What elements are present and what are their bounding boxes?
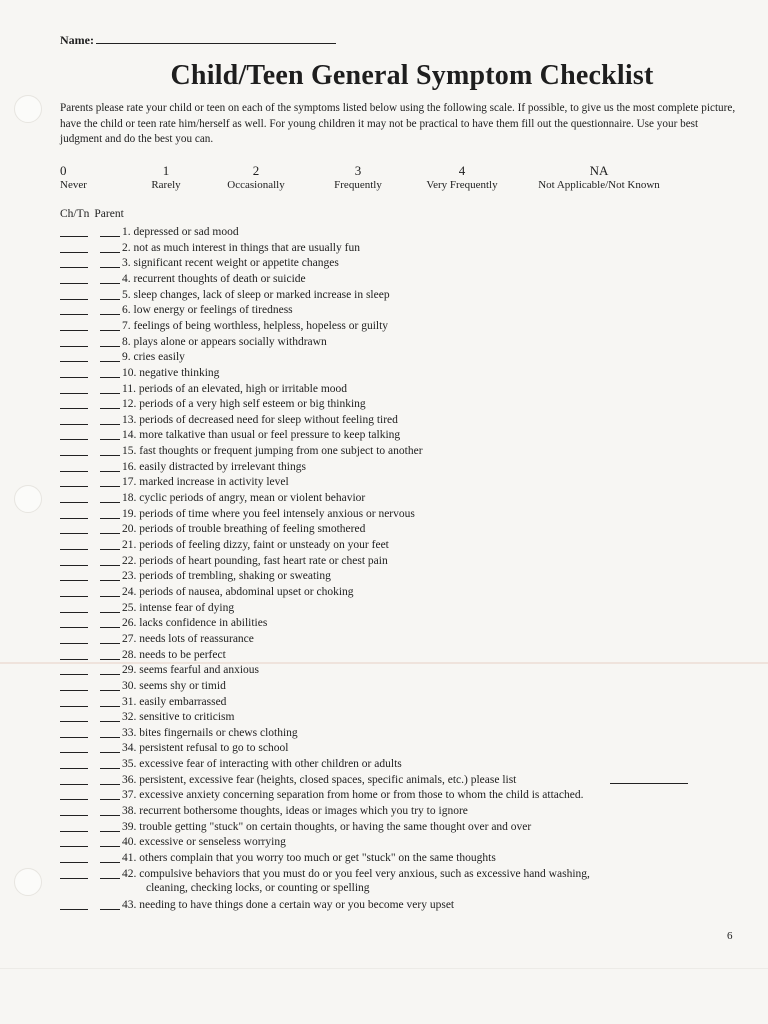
symptom-text: 1. depressed or sad mood (122, 226, 239, 238)
parent-rating-blank[interactable] (100, 643, 120, 644)
parent-rating-blank[interactable] (100, 455, 120, 456)
symptom-text: 3. significant recent weight or appetite changes (122, 257, 339, 270)
child-rating-blank[interactable] (60, 674, 88, 675)
scale-label: Occasionally (227, 179, 285, 191)
symptom-text: 19. periods of time where you feel intensely anxious or nervous (122, 507, 415, 520)
parent-rating-blank[interactable] (100, 831, 120, 832)
child-rating-blank[interactable] (60, 627, 88, 628)
parent-rating-blank[interactable] (100, 815, 120, 816)
symptom-text: 41. others complain that you worry too much or get "stuck" on the same thoughts (122, 852, 496, 864)
symptom-text: 23. periods of trembling, shaking or sweating (122, 570, 331, 583)
scale-label: Rarely (151, 179, 181, 191)
symptom-text: 39. trouble getting "stuck" on certain thoughts, or having the same thought over and over (122, 820, 532, 833)
parent-rating-blank[interactable] (100, 878, 120, 879)
symptom-text: 8. plays alone or appears socially withdrawn (122, 335, 327, 348)
child-rating-blank[interactable] (60, 815, 88, 816)
parent-rating-blank[interactable] (100, 846, 120, 847)
symptom-text: 6. low energy or feelings of tiredness (122, 304, 293, 317)
symptom-text: 5. sleep changes, lack of sleep or marked increase in sleep (122, 288, 390, 301)
parent-rating-blank[interactable] (100, 721, 120, 722)
name-label: Name: (60, 33, 94, 47)
parent-rating-blank[interactable] (100, 518, 120, 519)
symptom-text: 17. marked increase in activity level (122, 476, 289, 489)
fold-line (0, 662, 768, 664)
child-rating-blank[interactable] (60, 643, 88, 644)
child-rating-blank[interactable] (60, 862, 88, 863)
parent-rating-blank[interactable] (100, 267, 120, 268)
symptom-text: 18. cyclic periods of angry, mean or violent behavior (122, 492, 366, 505)
parent-rating-blank[interactable] (100, 596, 120, 597)
scale-number: 1 (162, 163, 170, 178)
child-rating-blank[interactable] (60, 690, 88, 691)
parent-rating-blank[interactable] (100, 784, 120, 785)
please-list-blank[interactable] (610, 773, 688, 784)
column-headers (60, 208, 129, 220)
parent-rating-blank[interactable] (100, 580, 120, 581)
parent-rating-blank[interactable] (100, 565, 120, 566)
scale-item-2 (222, 163, 290, 192)
symptom-text: 37. excessive anxiety concerning separation from home or from those to whom the child is attached. (122, 789, 584, 802)
child-rating-blank[interactable] (60, 737, 88, 738)
symptom-text: 20. periods of trouble breathing of feeling smothered (122, 523, 366, 536)
parent-rating-blank[interactable] (100, 236, 120, 237)
symptom-text: 32. sensitive to criticism (122, 711, 235, 724)
symptom-text: 27. needs lots of reassurance (122, 632, 254, 645)
symptom-text: 4. recurrent thoughts of death or suicide (122, 272, 306, 285)
symptom-text: 35. excessive fear of interacting with other children or adults (122, 758, 402, 771)
name-blank-line[interactable] (96, 33, 336, 44)
parent-rating-blank[interactable] (100, 909, 120, 910)
child-rating-blank[interactable] (60, 846, 88, 847)
child-rating-blank[interactable] (60, 330, 88, 331)
parent-rating-blank[interactable] (100, 486, 120, 487)
scale-number: 3 (354, 163, 362, 178)
scale-number: NA (589, 163, 609, 178)
parent-rating-blank[interactable] (100, 361, 120, 362)
child-rating-blank[interactable] (60, 361, 88, 362)
parent-rating-blank[interactable] (100, 549, 120, 550)
symptom-text: 21. periods of feeling dizzy, faint or unsteady on your feet (122, 539, 389, 551)
scale-label: Not Applicable/Not Known (538, 179, 660, 191)
parent-rating-blank[interactable] (100, 674, 120, 675)
symptom-text: 28. needs to be perfect (122, 648, 226, 661)
symptom-text: 33. bites fingernails or chews clothing (122, 726, 298, 739)
fold-line (0, 968, 768, 969)
punch-hole (14, 485, 42, 513)
symptom-text: 40. excessive or senseless worrying (122, 836, 286, 849)
parent-rating-blank[interactable] (100, 330, 120, 331)
parent-column-header: Parent (94, 208, 124, 220)
parent-rating-blank[interactable] (100, 346, 120, 347)
scale-item-0 (60, 163, 87, 192)
symptom-text: 36. persistent, excessive fear (heights, closed spaces, specific animals, etc.) please list (122, 773, 517, 786)
symptom-text: 22. periods of heart pounding, fast heart rate or chest pain (122, 554, 388, 567)
parent-rating-blank[interactable] (100, 706, 120, 707)
symptom-text: 43. needing to have things done a certain way or you become very upset (122, 898, 455, 911)
scale-label: Very Frequently (426, 179, 498, 191)
parent-rating-blank[interactable] (100, 690, 120, 691)
scale-item-1 (148, 163, 184, 192)
parent-rating-blank[interactable] (100, 502, 120, 503)
parent-rating-blank[interactable] (100, 752, 120, 753)
parent-rating-blank[interactable] (100, 862, 120, 863)
symptom-text: 13. periods of decreased need for sleep without feeling tired (122, 413, 398, 426)
punch-hole (14, 95, 42, 123)
child-rating-blank[interactable] (60, 612, 88, 613)
child-rating-blank[interactable] (60, 408, 88, 409)
scale-number: 4 (458, 163, 466, 178)
punch-hole (14, 868, 42, 896)
parent-rating-blank[interactable] (100, 659, 120, 660)
child-rating-blank[interactable] (60, 252, 88, 253)
symptom-text: 30. seems shy or timid (122, 679, 226, 692)
instructions-paragraph: Parents please rate your child or teen on each of the symptoms listed below using the following scale. If possible, to give us the most complete picture, have the child or teen rate him/herself as well. For young children it may not be practical to have them fill out the questionnaire. Use your best judgment and do the best you can. (60, 102, 736, 145)
child-rating-blank[interactable] (60, 424, 88, 425)
page-title: Child/Teen General Symptom Checklist (170, 60, 654, 91)
child-rating-blank[interactable] (60, 565, 88, 566)
child-rating-blank[interactable] (60, 377, 88, 378)
child-rating-blank[interactable] (60, 455, 88, 456)
child-rating-blank[interactable] (60, 502, 88, 503)
child-rating-blank[interactable] (60, 909, 88, 910)
child-rating-blank[interactable] (60, 533, 88, 534)
child-rating-blank[interactable] (60, 471, 88, 472)
child-rating-blank[interactable] (60, 393, 88, 394)
parent-rating-blank[interactable] (100, 283, 120, 284)
parent-rating-blank[interactable] (100, 299, 120, 300)
page-number: 6 (727, 930, 733, 942)
scale-label: Frequently (334, 179, 382, 191)
parent-rating-blank[interactable] (100, 737, 120, 738)
child-rating-blank[interactable] (60, 549, 88, 550)
item-42-continuation: cleaning, checking locks, or counting or spelling (146, 882, 370, 895)
child-rating-blank[interactable] (60, 768, 88, 769)
symptom-text: 11. periods of an elevated, high or irritable mood (122, 382, 348, 395)
symptom-text: 16. easily distracted by irrelevant things (122, 460, 306, 473)
symptom-text: 29. seems fearful and anxious (122, 664, 260, 677)
child-rating-blank[interactable] (60, 283, 88, 284)
child-rating-blank[interactable] (60, 439, 88, 440)
parent-rating-blank[interactable] (100, 424, 120, 425)
child-rating-blank[interactable] (60, 784, 88, 785)
parent-rating-blank[interactable] (100, 314, 120, 315)
rating-scale (60, 163, 740, 197)
symptom-text: 15. fast thoughts or frequent jumping from one subject to another (122, 445, 423, 458)
child-rating-blank[interactable] (60, 518, 88, 519)
parent-rating-blank[interactable] (100, 533, 120, 534)
symptom-text: 31. easily embarrassed (122, 695, 227, 708)
symptom-text: 14. more talkative than usual or feel pressure to keep talking (122, 429, 401, 442)
child-rating-blank[interactable] (60, 659, 88, 660)
parent-rating-blank[interactable] (100, 252, 120, 253)
symptom-text: 12. periods of a very high self esteem or big thinking (122, 398, 366, 411)
child-rating-blank[interactable] (60, 299, 88, 300)
symptom-text: 2. not as much interest in things that are usually fun (122, 241, 360, 254)
child-rating-blank[interactable] (60, 267, 88, 268)
child-rating-blank[interactable] (60, 706, 88, 707)
symptom-text: 24. periods of nausea, abdominal upset or choking (122, 585, 354, 598)
symptom-text: 34. persistent refusal to go to school (122, 742, 289, 755)
parent-rating-blank[interactable] (100, 799, 120, 800)
symptom-text: 9. cries easily (122, 351, 185, 364)
parent-rating-blank[interactable] (100, 377, 120, 378)
symptom-text: 7. feelings of being worthless, helpless, hopeless or guilty (122, 319, 389, 332)
parent-rating-blank[interactable] (100, 471, 120, 472)
scale-number: 0 (60, 163, 67, 178)
scale-item-na (526, 163, 672, 192)
child-rating-blank[interactable] (60, 486, 88, 487)
child-rating-blank[interactable] (60, 236, 88, 237)
child-rating-blank[interactable] (60, 346, 88, 347)
child-rating-blank[interactable] (60, 878, 88, 879)
parent-rating-blank[interactable] (100, 439, 120, 440)
symptom-text: 25. intense fear of dying (122, 601, 235, 614)
scale-item-4 (420, 163, 504, 192)
symptom-text: 10. negative thinking (122, 366, 220, 379)
symptom-text: 38. recurrent bothersome thoughts, ideas or images which you try to ignore (122, 805, 468, 818)
name-field-row (60, 33, 336, 48)
child-rating-blank[interactable] (60, 721, 88, 722)
child-rating-blank[interactable] (60, 314, 88, 315)
parent-rating-blank[interactable] (100, 612, 120, 613)
parent-rating-blank[interactable] (100, 627, 120, 628)
child-column-header: Ch/Tn (60, 208, 90, 220)
child-rating-blank[interactable] (60, 752, 88, 753)
child-rating-blank[interactable] (60, 799, 88, 800)
child-rating-blank[interactable] (60, 831, 88, 832)
scale-number: 2 (252, 163, 260, 178)
scale-label: Never (60, 179, 87, 191)
scale-item-3 (328, 163, 388, 192)
symptom-text: 26. lacks confidence in abilities (122, 617, 268, 630)
parent-rating-blank[interactable] (100, 408, 120, 409)
symptom-text: 42. compulsive behaviors that you must do or you feel very anxious, such as excessive hand washing, (122, 867, 590, 880)
child-rating-blank[interactable] (60, 580, 88, 581)
parent-rating-blank[interactable] (100, 393, 120, 394)
parent-rating-blank[interactable] (100, 768, 120, 769)
child-rating-blank[interactable] (60, 596, 88, 597)
